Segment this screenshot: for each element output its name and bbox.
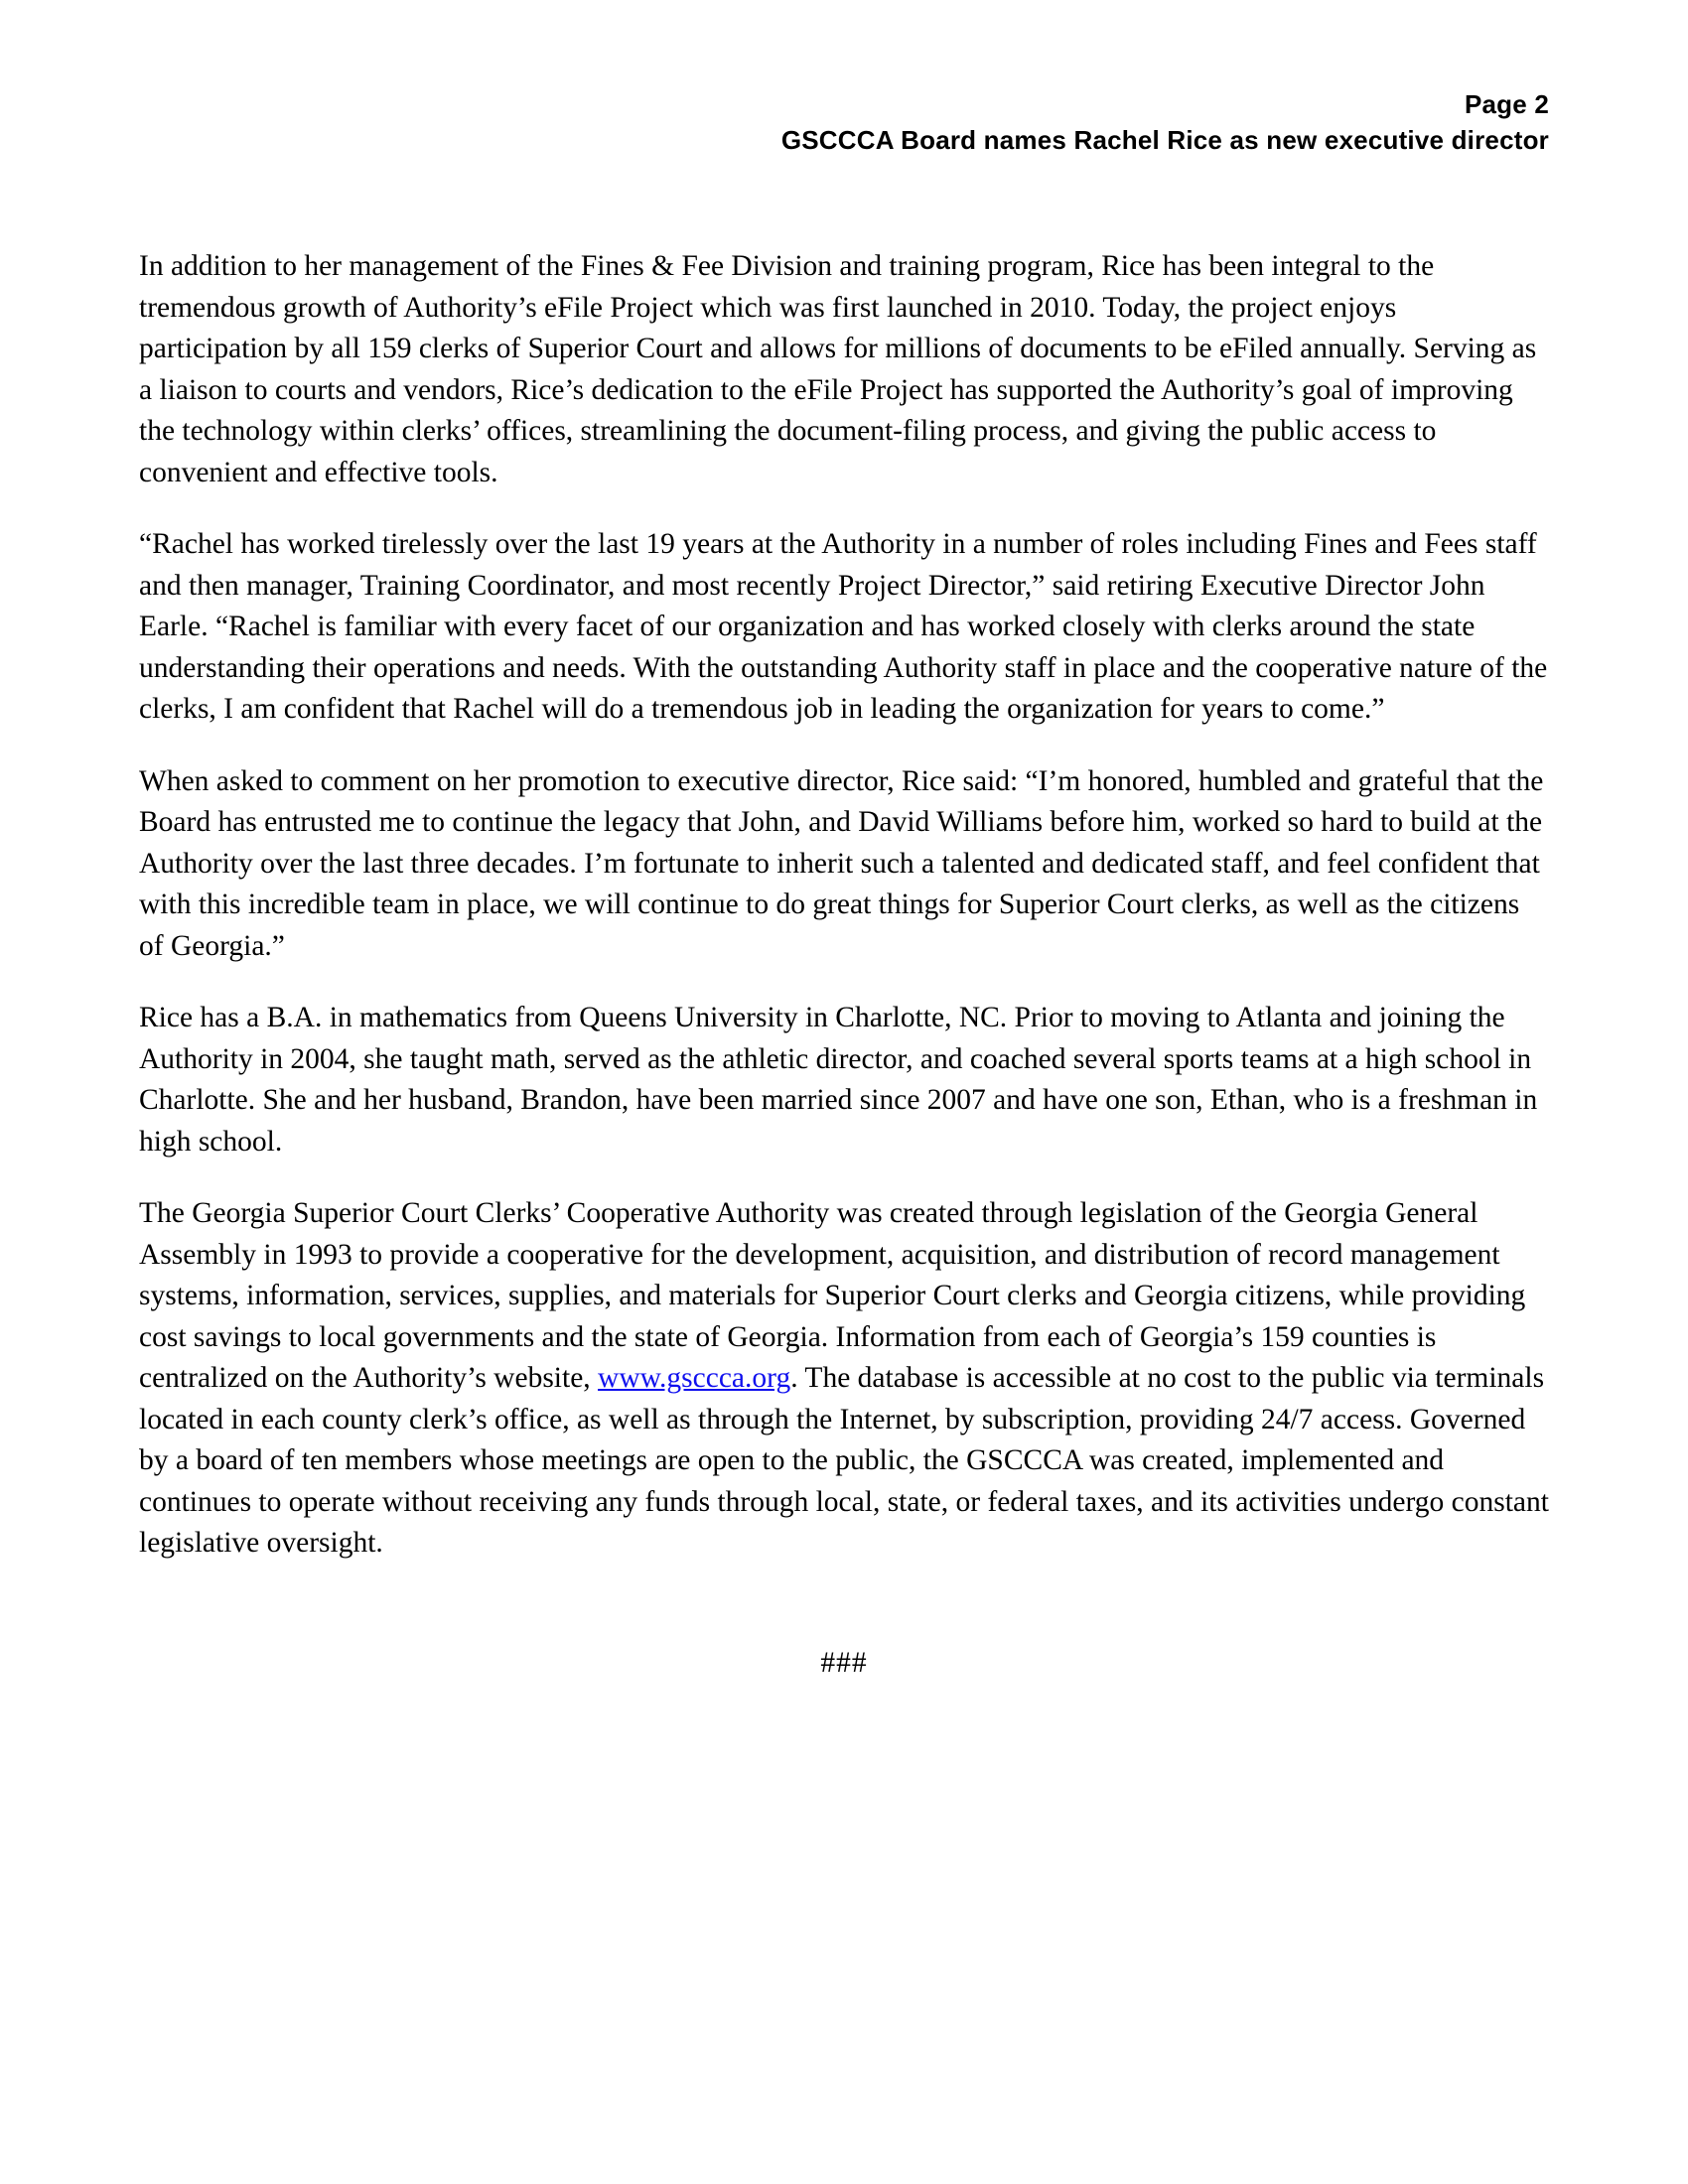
paragraph-rice-quote: When asked to comment on her promotion to executive director, Rice said: “I’m honored, humbled and grateful that the Board has entrusted me to continue the legacy that John, and David Williams before him, worked so hard to build at the Authority over the last three decades. I’m fortunate to inherit such a talented and dedicated staff, and feel confident that with this incredible team in place, we will continue to do great things for Superior Court clerks, as well as the citizens of Georgia.” [139,764,1544,962]
document-body [139,246,1549,1565]
header-page-number: Page 2 [1464,89,1549,119]
page-header [139,87,1549,157]
boilerplate-text-after-link: . The database is accessible at no cost to the public via terminals located in each county clerk’s office, as well as through the Internet, by subscription, providing 24/7 access. Governed by a board of ten members whose meetings are open to the public, the GSCCCA was created, implemented and continues to operate without receiving any funds through local, state, or federal taxes, and its activities undergo constant legislative oversight. [139,1362,1549,1559]
boilerplate-text-before-link: The Georgia Superior Court Clerks’ Cooperative Authority was created through legislation of the Georgia General Assembly in 1993 to provide a cooperative for the development, acquisition, and distribution of record management systems, information, services, supplies, and materials for Superior Court clerks and Georgia citizens, while providing cost savings to local governments and the state of Georgia. Information from each of Georgia’s 159 counties is centralized on the Authority’s website, [139,1197,1526,1394]
gsccca-website-link[interactable]: www.gsccca.org [598,1362,791,1394]
header-article-title: GSCCCA Board names Rachel Rice as new executive director [780,125,1549,155]
end-of-release-marker: ### [820,1647,868,1679]
paragraph-efile-project: In addition to her management of the Fines & Fee Division and training program, Rice has been integral to the tremendous growth of Authority’s eFile Project which was first launched in 2010. Today, the project enjoys participation by all 159 clerks of Superior Court and allows for millions of documents to be eFiled annually. Serving as a liaison to courts and vendors, Rice’s dedication to the eFile Project has supported the Authority’s goal of improving the technology within clerks’ offices, streamlining the document-filing process, and giving the public access to convenient and effective tools. [139,250,1537,488]
paragraph-rice-biography: Rice has a B.A. in mathematics from Queens University in Charlotte, NC. Prior to moving to Atlanta and joining the Authority in 2004, she taught math, served as the athletic director, and coached several sports teams at a high school in Charlotte. She and her husband, Brandon, have been married since 2007 and have one son, Ethan, who is a freshman in high school. [139,1002,1538,1158]
paragraph-about-gsccca [139,1193,1549,1565]
paragraph-john-earle-quote: “Rachel has worked tirelessly over the last 19 years at the Authority in a number of roles including Fines and Fees staff and then manager, Training Coordinator, and most recently Project Director,” said retiring Executive Director John Earle. “Rachel is familiar with every facet of our organization and has worked closely with clerks around the state understanding their operations and needs. With the outstanding Authority staff in place and the cooperative nature of the clerks, I am confident that Rachel will do a tremendous job in leading the organization for years to come.” [139,528,1548,725]
